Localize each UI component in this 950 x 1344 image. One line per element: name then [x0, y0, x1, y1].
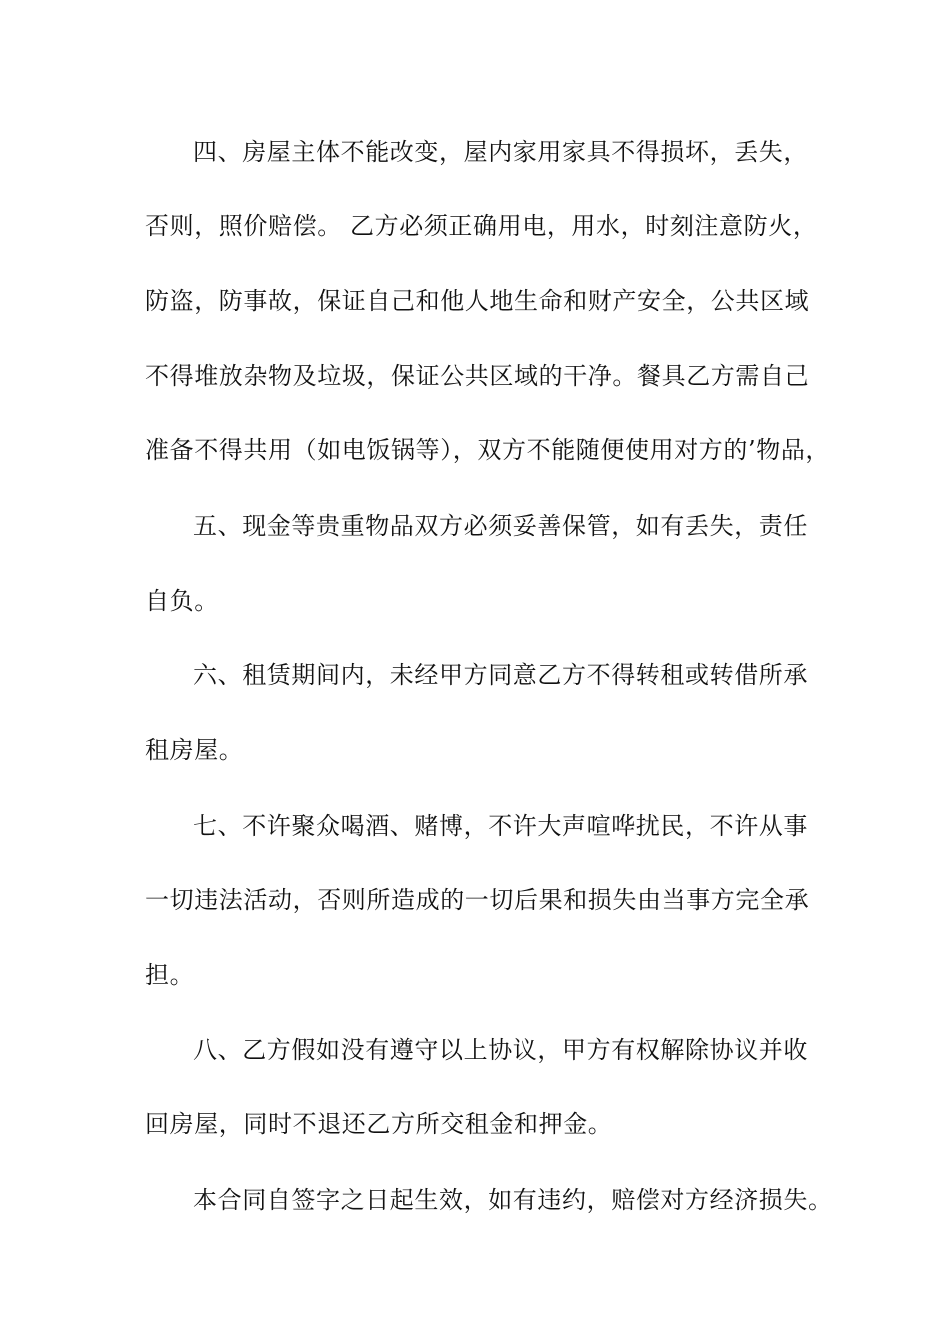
clause-7-line-1: 七、不许聚众喝酒、赌博，不许大声喧哗扰民，不许从事 [193, 812, 808, 840]
clause-7-line-2: 一切违法活动，否则所造成的一切后果和损失由当事方完全承 [145, 886, 810, 914]
clause-8-line-2: 回房屋，同时不退还乙方所交租金和押金。 [145, 1110, 613, 1138]
clause-4-line-3: 防盗，防事故，保证自己和他人地生命和财产安全，公共区域 [145, 287, 810, 315]
clause-4-line-4: 不得堆放杂物及垃圾，保证公共区域的干净。餐具乙方需自己 [145, 362, 810, 390]
clause-5-line-2: 自负。 [145, 587, 219, 615]
clause-6-line-1: 六、租赁期间内，未经甲方同意乙方不得转租或转借所承 [193, 661, 808, 689]
clause-4-line-2: 否则，照价赔偿。 乙方必须正确用电，用水，时刻注意防火， [145, 212, 818, 240]
clause-4-line-1: 四、房屋主体不能改变，屋内家用家具不得损坏，丢失， [193, 138, 808, 166]
clause-6-line-2: 租房屋。 [145, 736, 244, 764]
clause-5-line-1: 五、现金等贵重物品双方必须妥善保管，如有丢失，责任 [193, 512, 808, 540]
clause-8-line-1: 八、乙方假如没有遵守以上协议，甲方有权解除协议并收 [193, 1036, 808, 1064]
clause-4-line-5: 准备不得共用（如电饭锅等），双方不能随便使用对方的’物品， [145, 436, 831, 464]
effective-clause-line: 本合同自签字之日起生效，如有违约，赔偿对方经济损失。 [193, 1186, 833, 1214]
clause-7-line-3: 担。 [145, 961, 195, 989]
